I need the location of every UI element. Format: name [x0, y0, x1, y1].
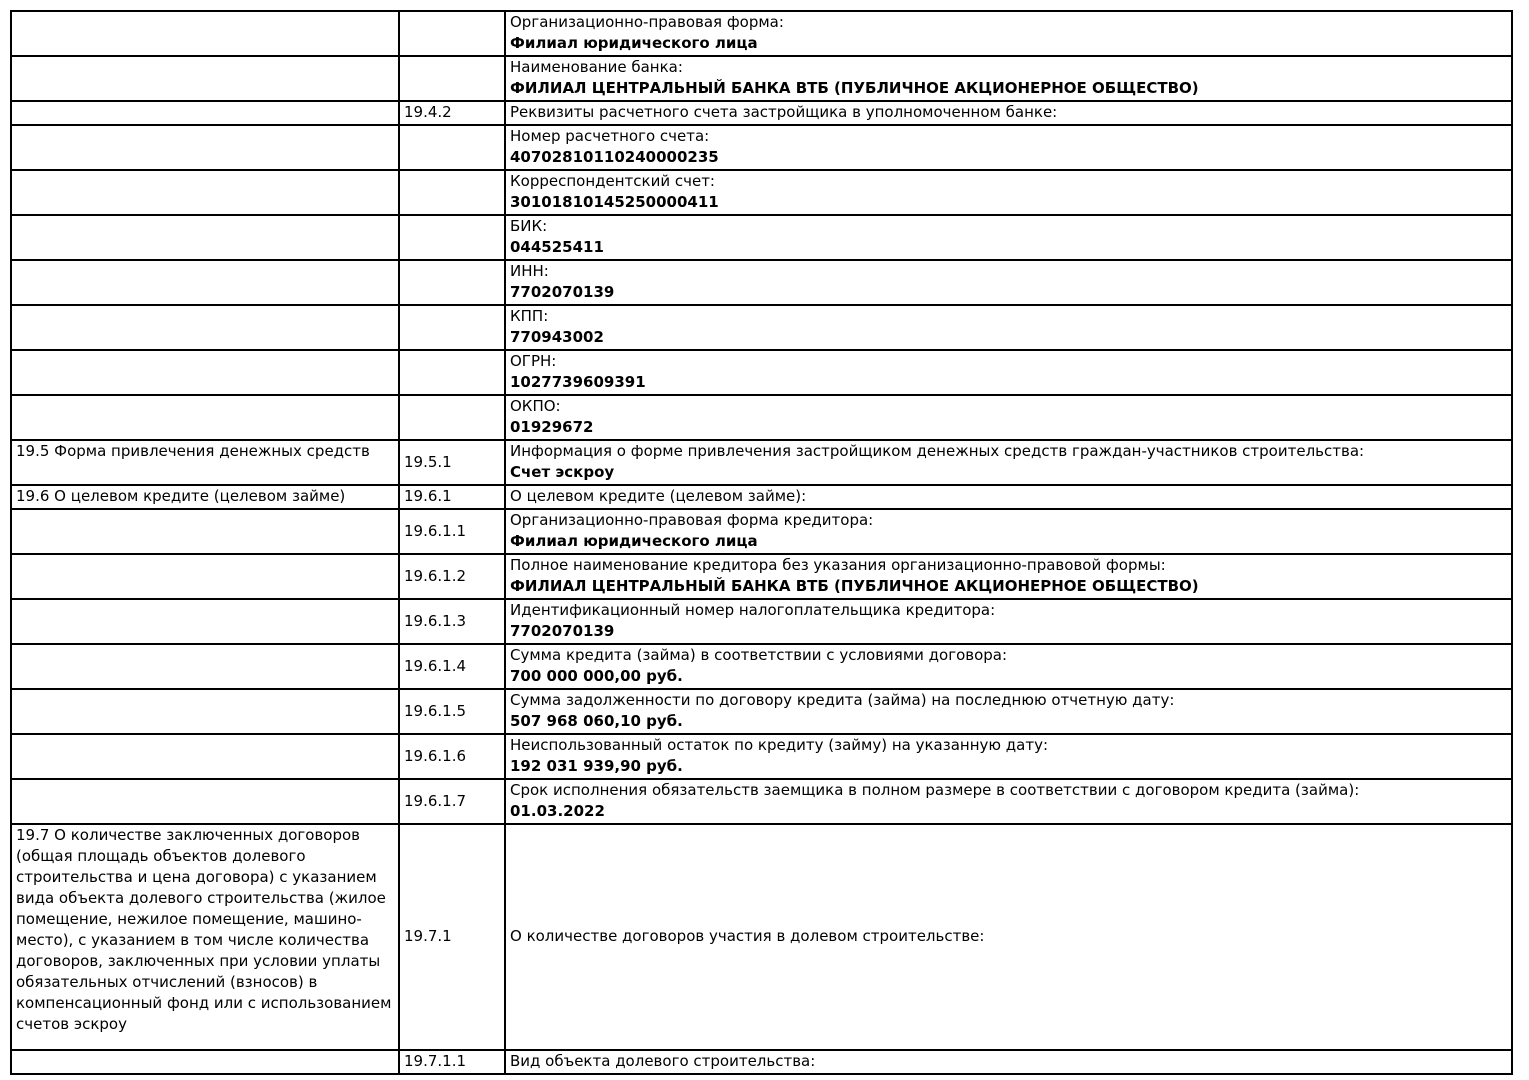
section-title: 19.5 Форма привлечения денежных средств: [16, 442, 370, 460]
field-value: ФИЛИАЛ ЦЕНТРАЛЬНЫЙ БАНКА ВТБ (ПУБЛИЧНОЕ АКЦИОНЕРНОЕ ОБЩЕСТВО): [510, 577, 1199, 595]
item-number-cell: [399, 215, 505, 260]
field-value: 01.03.2022: [510, 802, 605, 820]
section-cell: [11, 779, 399, 824]
item-number-cell: [399, 779, 505, 824]
item-number-cell: [399, 554, 505, 599]
field-label: КПП:: [510, 307, 549, 325]
item-number-cell: [399, 56, 505, 101]
field-label: БИК:: [510, 217, 548, 235]
item-number-cell: [399, 1050, 505, 1074]
section-cell: [11, 824, 399, 1050]
table-row: [11, 1050, 1512, 1074]
field-value: ФИЛИАЛ ЦЕНТРАЛЬНЫЙ БАНКА ВТБ (ПУБЛИЧНОЕ АКЦИОНЕРНОЕ ОБЩЕСТВО): [510, 79, 1199, 97]
item-number: 19.6.1.2: [404, 566, 467, 585]
section-cell: [11, 440, 399, 485]
item-number-cell: [399, 395, 505, 440]
table-row: [11, 215, 1512, 260]
content-cell: [505, 554, 1512, 599]
field-label: Вид объекта долевого строительства:: [510, 1052, 816, 1070]
field-label: Информация о форме привлечения застройщиком денежных средств граждан-участников строительства:: [510, 442, 1365, 460]
item-number-cell: [399, 350, 505, 395]
table-row: [11, 734, 1512, 779]
field-label: Сумма кредита (займа) в соответствии с условиями договора:: [510, 646, 1008, 664]
content-cell: [505, 440, 1512, 485]
content-cell: [505, 779, 1512, 824]
item-number-cell: [399, 734, 505, 779]
section-cell: [11, 599, 399, 644]
field-label: О количестве договоров участия в долевом строительстве:: [510, 927, 985, 945]
content-cell: [505, 1050, 1512, 1074]
field-label: ОКПО:: [510, 397, 561, 415]
item-number-cell: [399, 824, 505, 1050]
field-label: Организационно-правовая форма кредитора:: [510, 511, 874, 529]
item-number-cell: [399, 689, 505, 734]
field-value: 01929672: [510, 418, 594, 436]
field-label: Номер расчетного счета:: [510, 127, 710, 145]
item-number: 19.6.1.6: [404, 746, 467, 765]
table-row: [11, 485, 1512, 509]
content-cell: [505, 170, 1512, 215]
content-cell: [505, 644, 1512, 689]
table-row: [11, 689, 1512, 734]
section-cell: [11, 215, 399, 260]
field-label: Срок исполнения обязательств заемщика в полном размере в соответствии с договором кредита (займа):: [510, 781, 1360, 799]
field-label: Неиспользованный остаток по кредиту (займу) на указанную дату:: [510, 736, 1049, 754]
field-value: Филиал юридического лица: [510, 532, 758, 550]
field-value: 40702810110240000235: [510, 148, 719, 166]
item-number-cell: [399, 440, 505, 485]
table-row: [11, 101, 1512, 125]
field-label: Полное наименование кредитора без указания организационно-правовой формы:: [510, 556, 1166, 574]
field-label: Сумма задолженности по договору кредита (займа) на последнюю отчетную дату:: [510, 691, 1175, 709]
item-number: 19.5.1: [404, 452, 452, 471]
section-cell: [11, 485, 399, 509]
item-number-cell: [399, 125, 505, 170]
section-cell: [11, 554, 399, 599]
table-row: [11, 170, 1512, 215]
content-cell: [505, 734, 1512, 779]
content-cell: [505, 689, 1512, 734]
table-row: [11, 395, 1512, 440]
item-number-cell: [399, 485, 505, 509]
field-value: Счет эскроу: [510, 463, 615, 481]
table-row: [11, 350, 1512, 395]
section-cell: [11, 170, 399, 215]
content-cell: [505, 509, 1512, 554]
field-value: 770943002: [510, 328, 604, 346]
section-cell: [11, 56, 399, 101]
section-cell: [11, 101, 399, 125]
field-label: Организационно-правовая форма:: [510, 13, 784, 31]
section-cell: [11, 305, 399, 350]
section-cell: [11, 509, 399, 554]
table-row: [11, 260, 1512, 305]
table-row: [11, 509, 1512, 554]
field-value: 1027739609391: [510, 373, 646, 391]
field-value: 30101810145250000411: [510, 193, 719, 211]
item-number: 19.6.1.7: [404, 791, 467, 810]
item-number: 19.4.2: [404, 103, 452, 121]
item-number: 19.6.1.3: [404, 611, 467, 630]
section-cell: [11, 734, 399, 779]
section-cell: [11, 11, 399, 56]
item-number-cell: [399, 305, 505, 350]
field-label: О целевом кредите (целевом займе):: [510, 487, 807, 505]
content-cell: [505, 215, 1512, 260]
table-row: [11, 824, 1512, 1050]
section-cell: [11, 260, 399, 305]
item-number-cell: [399, 101, 505, 125]
item-number-cell: [399, 11, 505, 56]
field-value: 044525411: [510, 238, 604, 256]
item-number-cell: [399, 170, 505, 215]
table-row: [11, 11, 1512, 56]
section-cell: [11, 395, 399, 440]
item-number: 19.6.1.5: [404, 701, 467, 720]
content-cell: [505, 485, 1512, 509]
content-cell: [505, 599, 1512, 644]
section-cell: [11, 1050, 399, 1074]
table-row: [11, 56, 1512, 101]
project-declaration-table: [10, 10, 1513, 1075]
field-label: Наименование банка:: [510, 58, 683, 76]
field-label: ОГРН:: [510, 352, 557, 370]
field-value: 700 000 000,00 руб.: [510, 667, 683, 685]
field-value: 7702070139: [510, 622, 615, 640]
table-row: [11, 305, 1512, 350]
section-cell: [11, 689, 399, 734]
field-value: 507 968 060,10 руб.: [510, 712, 683, 730]
table-row: [11, 440, 1512, 485]
field-label: Идентификационный номер налогоплательщика кредитора:: [510, 601, 996, 619]
table-row: [11, 644, 1512, 689]
content-cell: [505, 56, 1512, 101]
table-row: [11, 554, 1512, 599]
content-cell: [505, 305, 1512, 350]
table-row: [11, 125, 1512, 170]
content-cell: [505, 260, 1512, 305]
section-cell: [11, 644, 399, 689]
declaration-table-body: [11, 11, 1512, 1074]
item-number-cell: [399, 260, 505, 305]
item-number: 19.6.1.4: [404, 656, 467, 675]
content-cell: [505, 824, 1512, 1050]
section-title: 19.7 О количестве заключенных договоров (общая площадь объектов долевого строительства и цена договора) с указанием вида объекта долевого строительства (жилое помещение, нежилое помещение, машино-место), с указанием в том числе количества договоров, заключенных при условии уплаты обязательных отчислений (взносов) в компенсационный фонд или с использованием счетов эскроу: [16, 826, 392, 1033]
content-cell: [505, 125, 1512, 170]
section-cell: [11, 125, 399, 170]
item-number: 19.6.1.1: [404, 521, 467, 540]
field-value: Филиал юридического лица: [510, 34, 758, 52]
section-cell: [11, 350, 399, 395]
item-number: 19.7.1: [404, 927, 452, 945]
field-label: Реквизиты расчетного счета застройщика в уполномоченном банке:: [510, 103, 1058, 121]
item-number-cell: [399, 599, 505, 644]
table-row: [11, 779, 1512, 824]
field-label: ИНН:: [510, 262, 549, 280]
item-number: 19.6.1: [404, 487, 452, 505]
item-number-cell: [399, 644, 505, 689]
content-cell: [505, 11, 1512, 56]
content-cell: [505, 101, 1512, 125]
table-row: [11, 599, 1512, 644]
item-number: 19.7.1.1: [404, 1052, 467, 1070]
item-number-cell: [399, 509, 505, 554]
content-cell: [505, 350, 1512, 395]
section-title: 19.6 О целевом кредите (целевом займе): [16, 487, 346, 505]
field-value: 192 031 939,90 руб.: [510, 757, 683, 775]
content-cell: [505, 395, 1512, 440]
field-value: 7702070139: [510, 283, 615, 301]
field-label: Корреспондентский счет:: [510, 172, 715, 190]
